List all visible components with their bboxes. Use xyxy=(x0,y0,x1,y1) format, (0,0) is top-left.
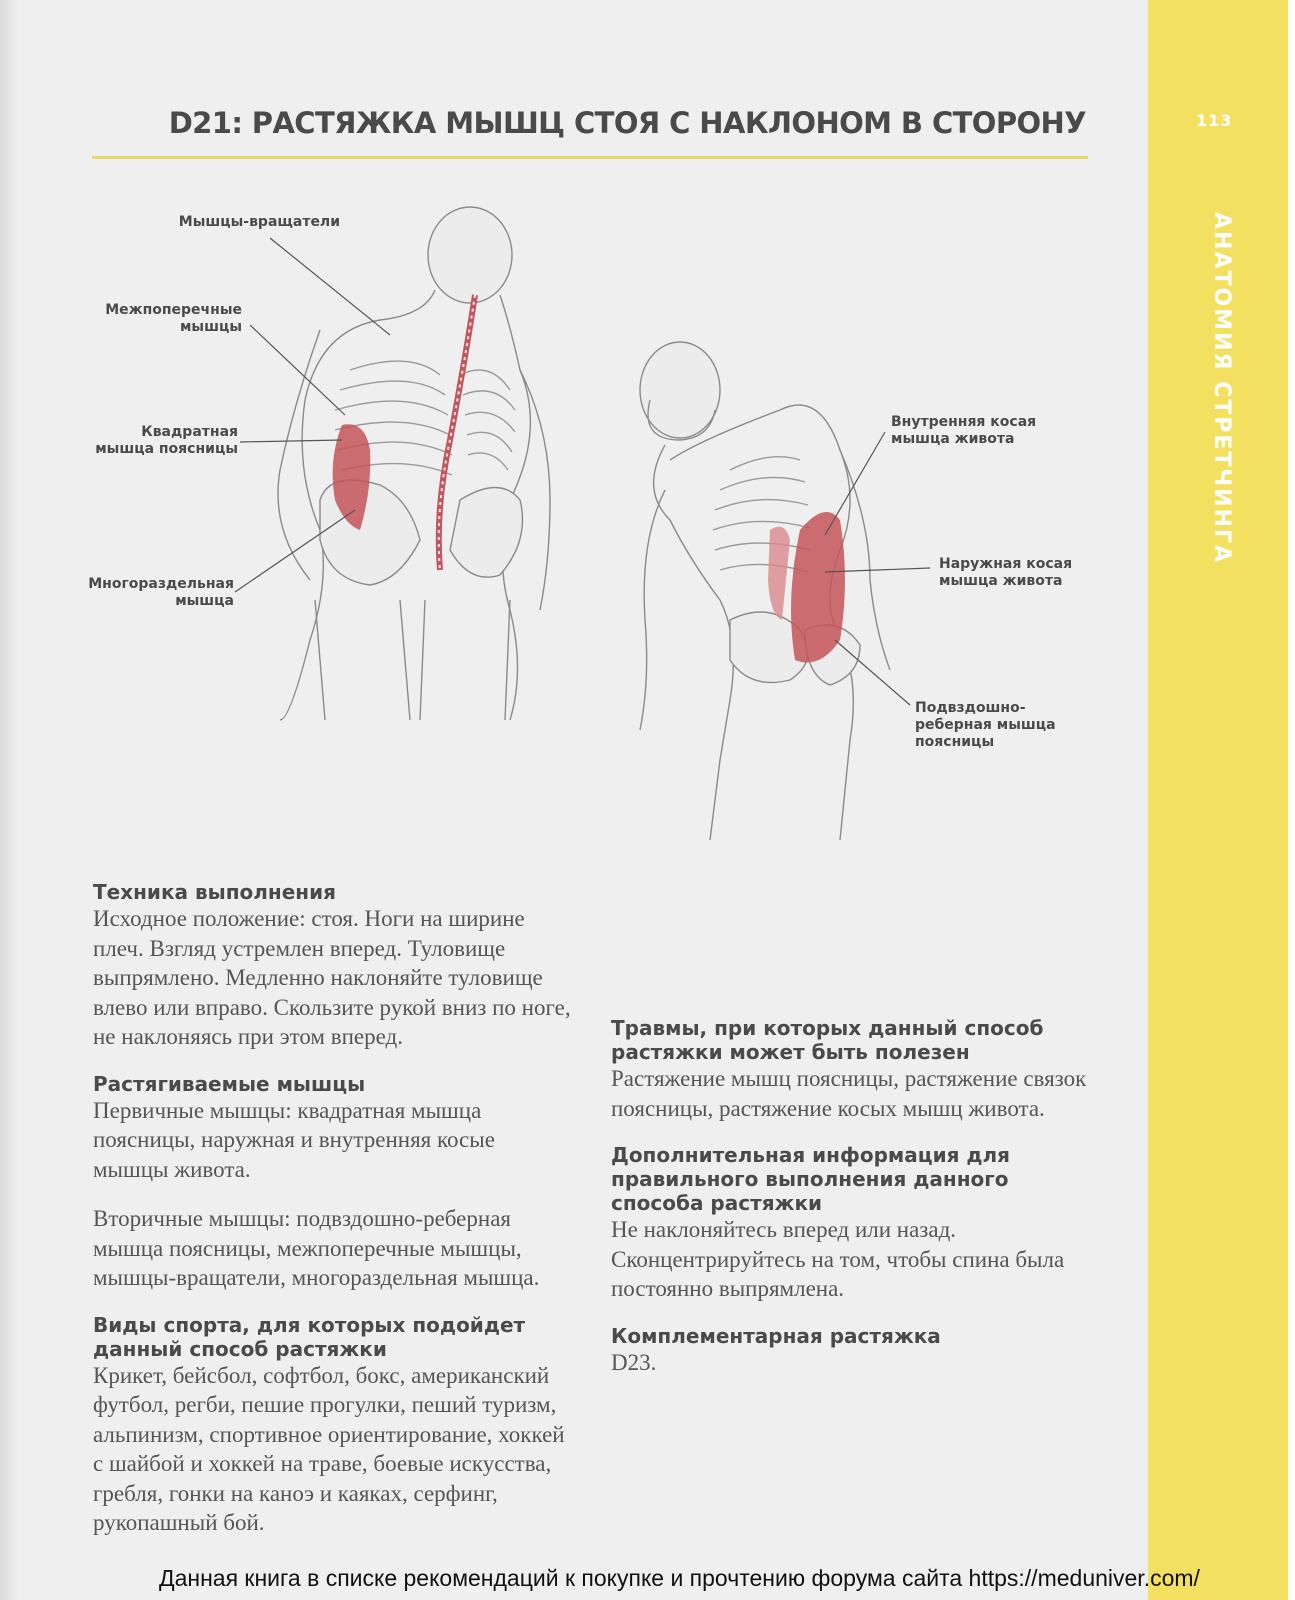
text-column-right xyxy=(611,886,1091,1397)
text-column-left xyxy=(93,880,573,1535)
page-binding-shadow xyxy=(0,0,18,1600)
label-multifidus: Многораздельная мышца xyxy=(88,576,234,609)
label-internal-oblique: Внутренняя косая мышца живота xyxy=(891,414,1037,447)
anatomy-drawing xyxy=(80,200,1150,860)
technique-text: Исходное положение: стоя. Ноги на ширине плеч. Взгляд устремлен вперед. Туловище выпрямлено. Медленно наклоняйте туловище влево или вправо. Скользите рукой вниз по ноге, не наклоняясь при этом вперед. xyxy=(93,906,571,1049)
complement-text: D23. xyxy=(611,1349,657,1375)
technique-heading: Техника выполнения xyxy=(93,880,336,904)
iliocostalis-muscle xyxy=(768,527,790,620)
label-intertransverse: Межпоперечные мышцы xyxy=(105,302,242,335)
side-band-edge xyxy=(1288,0,1295,1600)
sports-text: Крикет, бейсбол, софтбол, бокс, американский футбол, регби, пешие прогулки, пеший туризм, альпинизм, спортивное ориентирование, хоккей с шайбой и хоккей на траве, боевые искусства, гребля, гонки на каноэ и каяках, серфинг, рукопашный бой. xyxy=(93,1362,565,1535)
label-iliocostalis: Подвздошно- реберная мышца поясницы xyxy=(915,700,1056,750)
label-quadratus: Квадратная мышца поясницы xyxy=(95,424,238,457)
back-view-figure xyxy=(278,207,550,720)
label-external-oblique: Наружная косая мышца живота xyxy=(939,556,1073,589)
oblique-muscle xyxy=(791,512,845,663)
label-rotators: Мышцы-вращатели xyxy=(178,214,340,230)
extra-info-heading: Дополнительная информация для правильного выполнения данного способа растяжки xyxy=(611,1143,1011,1215)
injuries-heading: Травмы, при которых данный способ растяжки может быть полезен xyxy=(611,1016,1044,1064)
muscles-heading: Растягиваемые мышцы xyxy=(93,1071,366,1096)
footer-note: Данная книга в списке рекомендаций к покупке и прочтению форума сайта https://meduniver.com/ xyxy=(159,1565,1200,1591)
front-view-figure xyxy=(640,342,890,840)
extra-info-text: Не наклоняйтесь вперед или назад. Сконцентрируйтесь на том, чтобы спина была постоянно выпрямлена. xyxy=(611,1217,1065,1301)
page-number: 113 xyxy=(1196,111,1233,130)
section-title-vertical: АНАТОМИЯ СТРЕТЧИНГА xyxy=(1209,212,1234,565)
sports-heading: Виды спорта, для которых подойдет данный способ растяжки xyxy=(93,1312,526,1361)
injuries-text: Растяжение мышц поясницы, растяжение связок поясницы, растяжение косых мышц живота. xyxy=(611,1066,1087,1121)
title-underline xyxy=(92,156,1088,159)
page-title: D21: РАСТЯЖКА МЫШЦ СТОЯ С НАКЛОНОМ В СТОРОНУ xyxy=(168,106,1086,140)
muscles-secondary-text: Вторичные мышцы: подвздошно-реберная мышца поясницы, межпоперечные мышцы, мышцы-вращатели, многораздельная мышца. xyxy=(93,1206,540,1290)
muscles-primary-text: Первичные мышцы: квадратная мышца поясницы, наружная и внутренняя косые мышцы живота. xyxy=(93,1097,495,1182)
anatomy-illustration xyxy=(80,200,1150,860)
complement-heading: Комплементарная растяжка xyxy=(611,1323,941,1348)
